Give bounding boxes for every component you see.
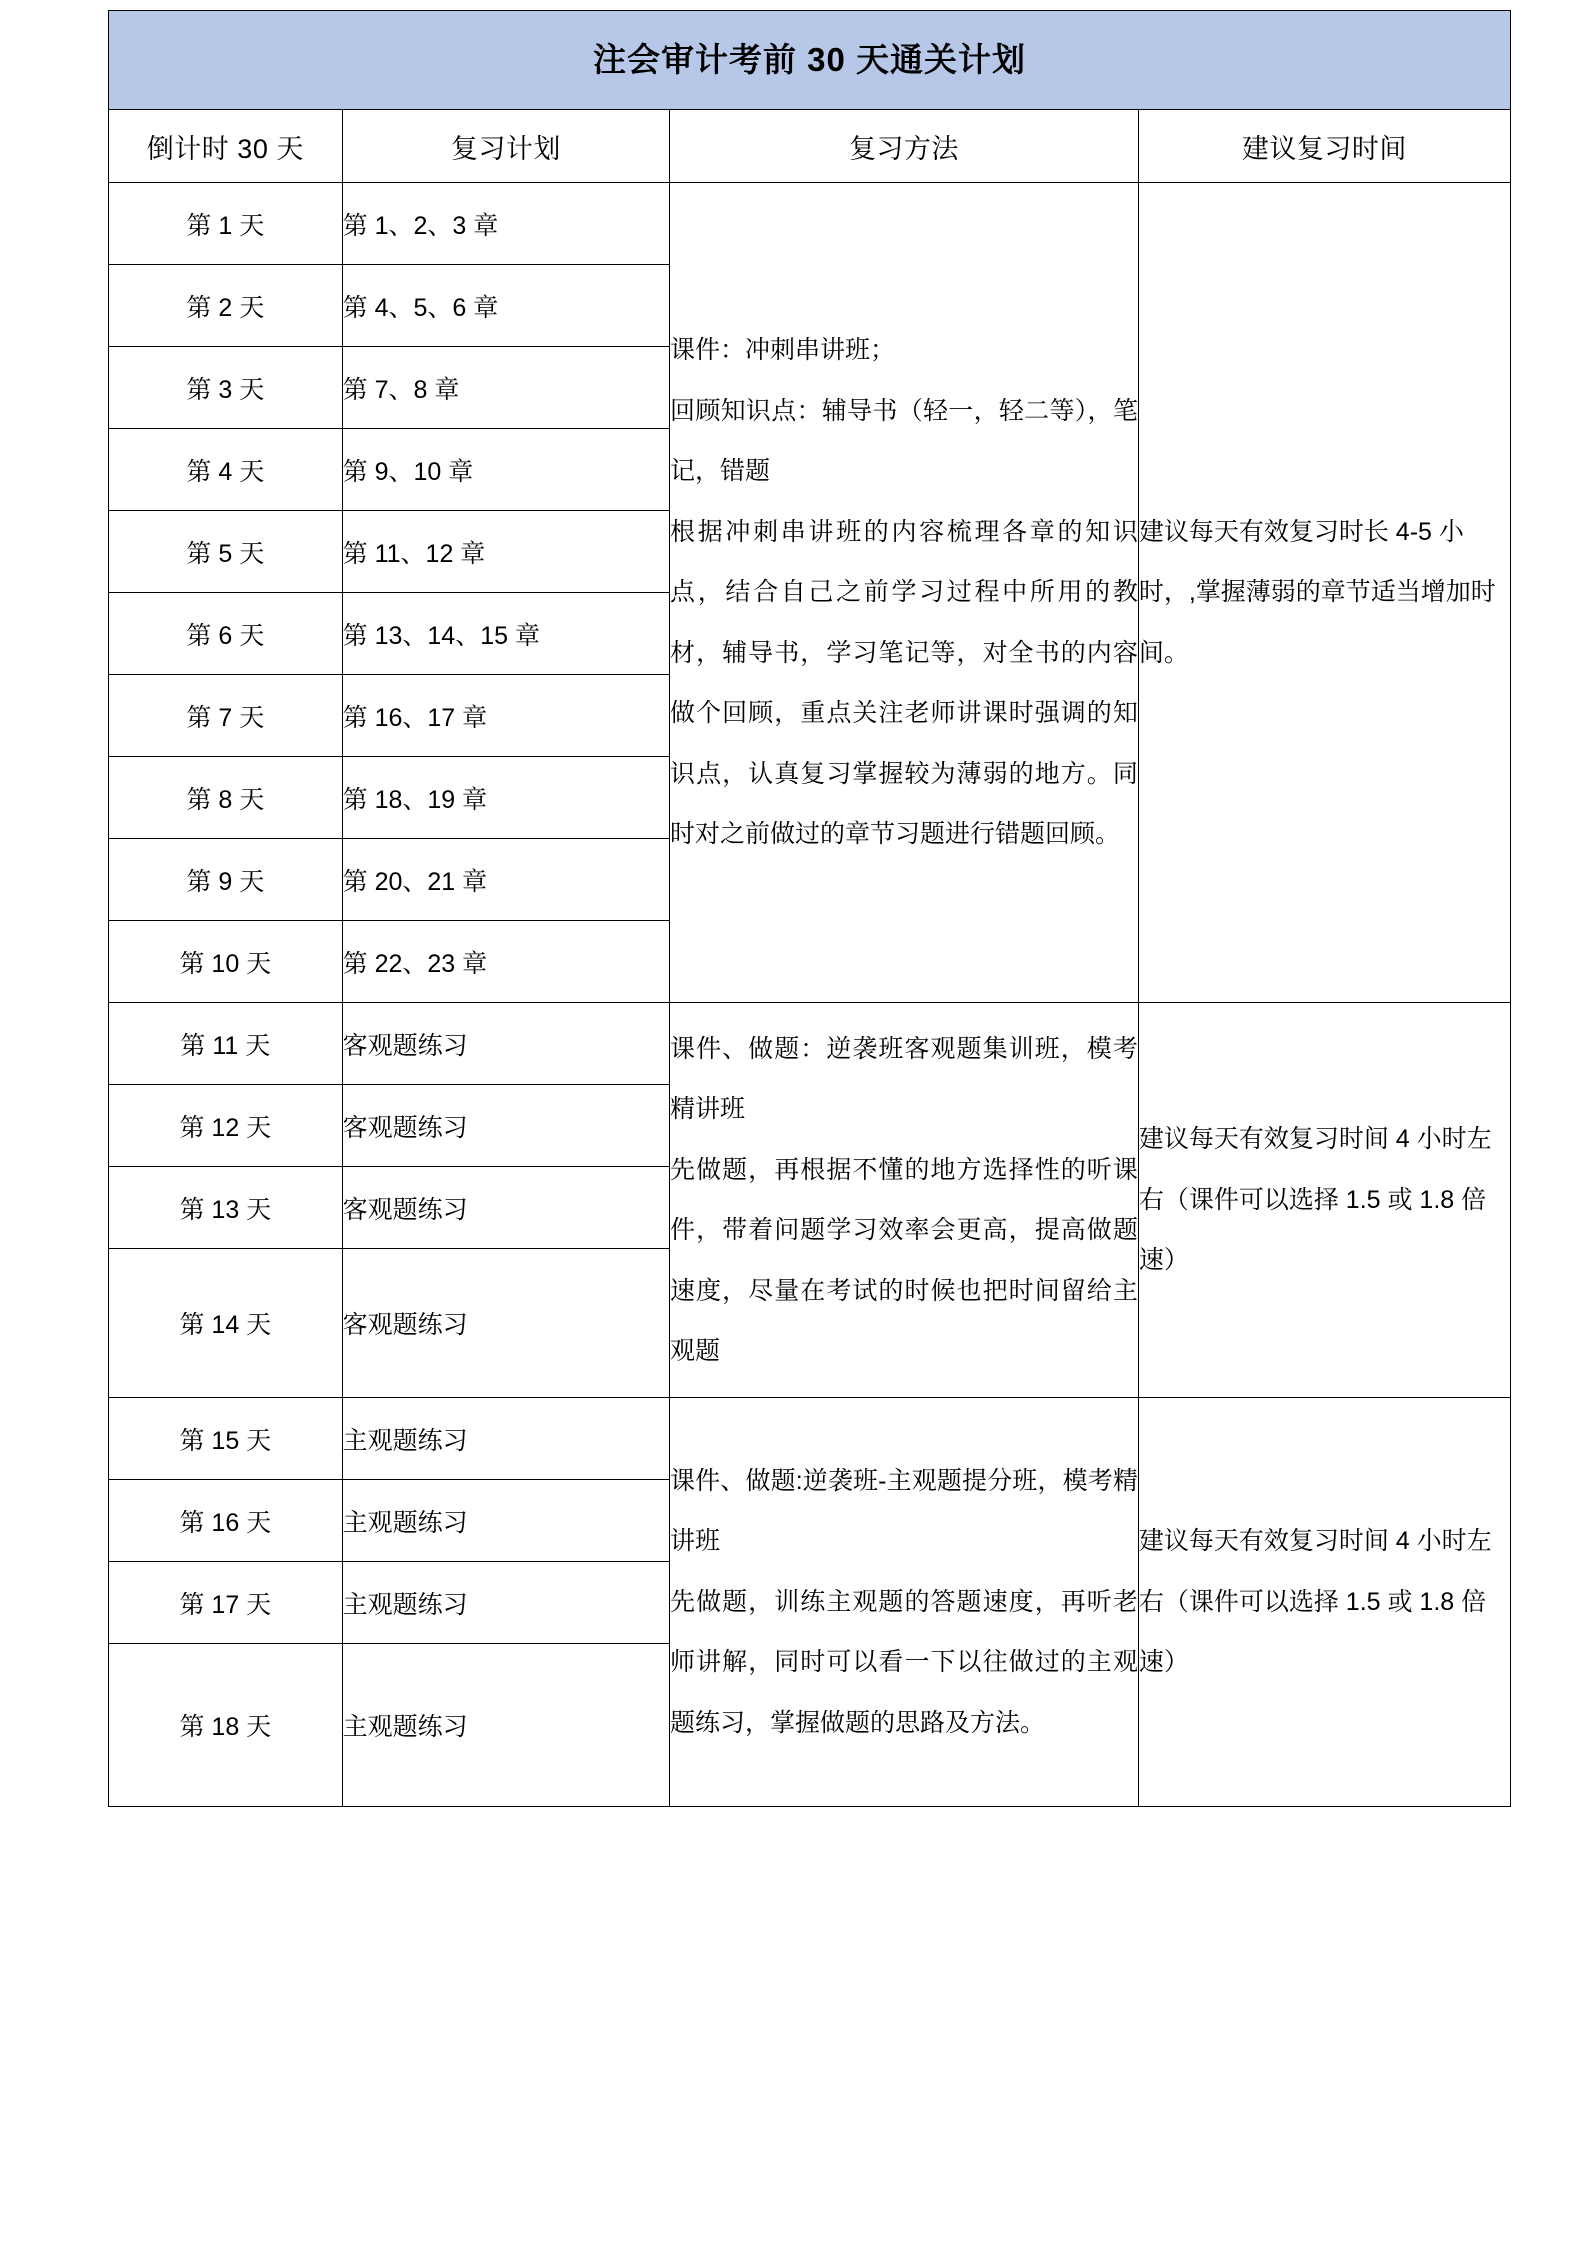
plan-label: 客观题练习: [342, 1249, 669, 1398]
plan-label: 主观题练习: [342, 1562, 669, 1644]
time-text: 建议每天有效复习时长 4-5 小时，,掌握薄弱的章节适当增加时间。: [1138, 517, 1496, 667]
plan-label: 主观题练习: [342, 1398, 669, 1480]
day-label: 第 6 天: [109, 593, 343, 675]
plan-label: 第 18、19 章: [342, 757, 669, 839]
method-paragraph: 课件、做题:逆袭班-主观题提分班，模考精讲班: [670, 1466, 1138, 1556]
time-block-objective: [1138, 1003, 1510, 1398]
plan-label: 客观题练习: [342, 1085, 669, 1167]
table-row: [109, 1003, 1511, 1085]
table-row: [109, 1398, 1511, 1480]
method-paragraph: 课件：冲刺串讲班；: [670, 336, 896, 365]
time-block-chapters: [1138, 183, 1510, 1003]
day-label: 第 5 天: [109, 511, 343, 593]
plan-label: 客观题练习: [342, 1167, 669, 1249]
day-label: 第 18 天: [109, 1644, 343, 1807]
column-header-plan: 复习计划: [342, 110, 669, 183]
day-label: 第 11 天: [109, 1003, 343, 1085]
day-label: 第 4 天: [109, 429, 343, 511]
method-paragraph: 先做题，训练主观题的答题速度，再听老师讲解，同时可以看一下以往做过的主观题练习，掌握做题的思路及方法。: [670, 1587, 1138, 1737]
plan-label: 主观题练习: [342, 1644, 669, 1807]
method-block-objective: [670, 1003, 1139, 1398]
method-paragraph: 根据冲刺串讲班的内容梳理各章的知识点，结合自己之前学习过程中所用的教材，辅导书，学习笔记等，对全书的内容做个回顾，重点关注老师讲课时强调的知识点，认真复习掌握较为薄弱的地方。同时对之前做过的章节习题进行错题回顾。: [670, 517, 1138, 849]
plan-label: 第 13、14、15 章: [342, 593, 669, 675]
time-text: 建议每天有效复习时间 4 小时左右（课件可以选择 1.5 或 1.8 倍速）: [1138, 1527, 1492, 1677]
plan-label: 第 11、12 章: [342, 511, 669, 593]
day-label: 第 2 天: [109, 265, 343, 347]
day-label: 第 9 天: [109, 839, 343, 921]
plan-label: 第 20、21 章: [342, 839, 669, 921]
day-label: 第 16 天: [109, 1480, 343, 1562]
day-label: 第 8 天: [109, 757, 343, 839]
day-label: 第 7 天: [109, 675, 343, 757]
day-label: 第 13 天: [109, 1167, 343, 1249]
method-paragraph: 先做题，再根据不懂的地方选择性的听课件，带着问题学习效率会更高，提高做题速度，尽量在考试的时候也把时间留给主观题: [670, 1155, 1138, 1365]
day-label: 第 12 天: [109, 1085, 343, 1167]
plan-label: 主观题练习: [342, 1480, 669, 1562]
plan-label: 第 16、17 章: [342, 675, 669, 757]
page-title: 注会审计考前 30 天通关计划: [592, 41, 1027, 79]
plan-label: 第 22、23 章: [342, 921, 669, 1003]
day-label: 第 10 天: [109, 921, 343, 1003]
column-header-countdown: 倒计时 30 天: [109, 110, 343, 183]
method-block-chapters: [670, 183, 1139, 1003]
header-row: [109, 110, 1511, 183]
plan-label: 第 9、10 章: [342, 429, 669, 511]
time-text: 建议每天有效复习时间 4 小时左右（课件可以选择 1.5 或 1.8 倍速）: [1138, 1125, 1492, 1275]
table-row: [109, 183, 1511, 265]
day-label: 第 17 天: [109, 1562, 343, 1644]
plan-label: 客观题练习: [342, 1003, 669, 1085]
column-header-time: 建议复习时间: [1138, 110, 1510, 183]
day-label: 第 1 天: [109, 183, 343, 265]
time-block-subjective: [1138, 1398, 1510, 1807]
day-label: 第 14 天: [109, 1249, 343, 1398]
plan-label: 第 1、2、3 章: [342, 183, 669, 265]
method-block-subjective: [670, 1398, 1139, 1807]
column-header-method: 复习方法: [670, 110, 1139, 183]
plan-label: 第 4、5、6 章: [342, 265, 669, 347]
method-paragraph: 回顾知识点：辅导书（轻一，轻二等），笔记，错题: [670, 396, 1138, 486]
day-label: 第 3 天: [109, 347, 343, 429]
method-paragraph: 课件、做题：逆袭班客观题集训班，模考精讲班: [670, 1034, 1138, 1123]
plan-label: 第 7、8 章: [342, 347, 669, 429]
study-plan-table: [108, 10, 1511, 1807]
day-label: 第 15 天: [109, 1398, 343, 1480]
title-banner: [109, 11, 1511, 110]
title-row: [109, 11, 1511, 110]
